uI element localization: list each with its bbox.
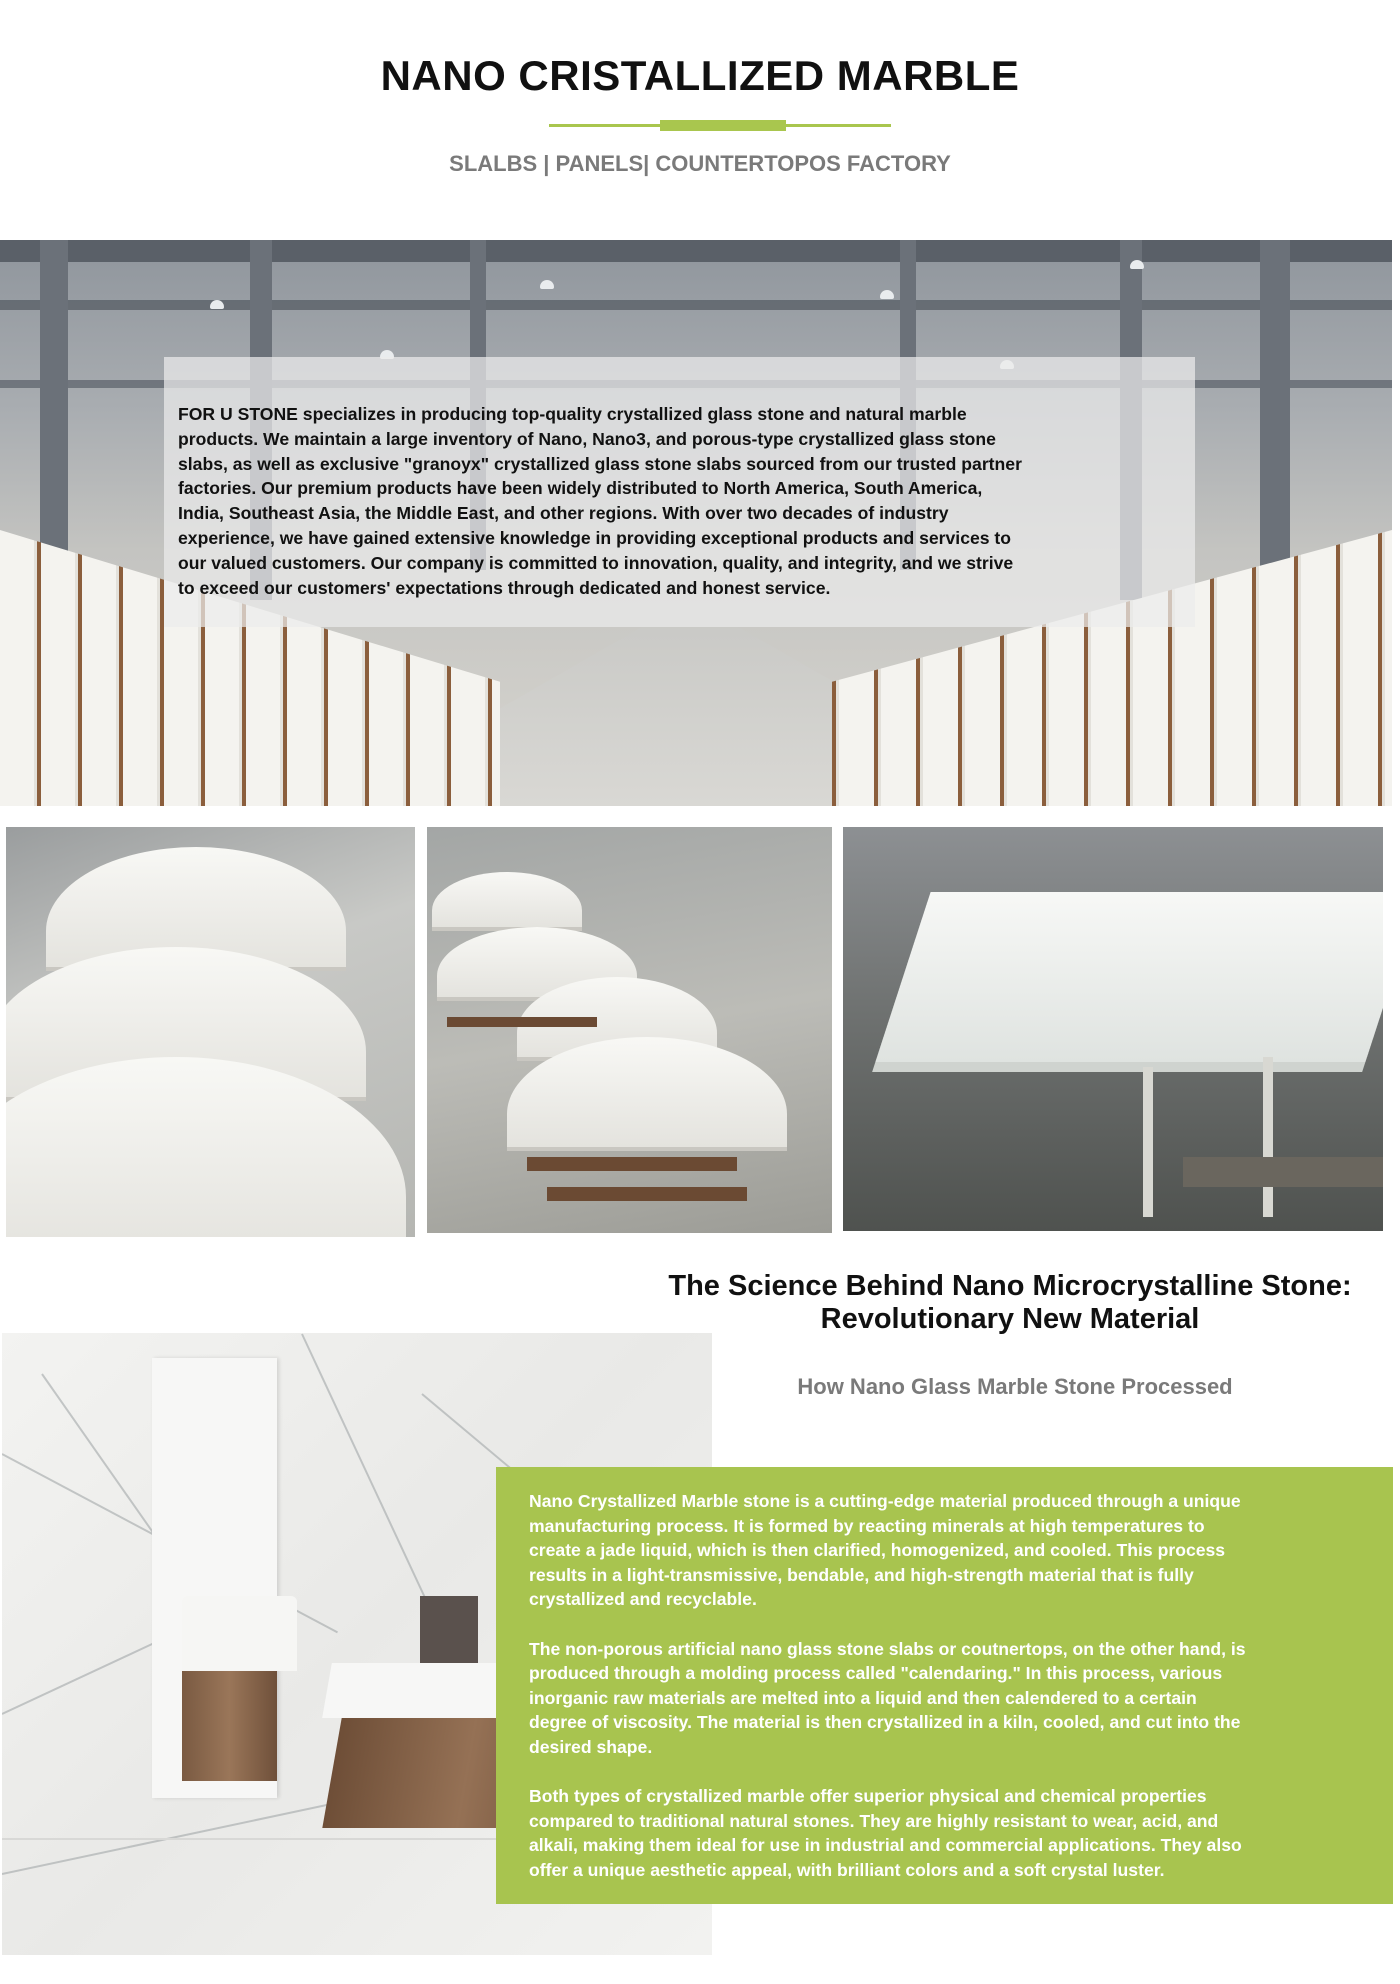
curved-slabs-on-stands-photo — [427, 827, 832, 1233]
curved-slab-polishing-photo — [6, 827, 415, 1237]
process-paragraph-1: Nano Crystallized Marble stone is a cutting-edge material produced through a unique manufacturing process. It is formed by reacting minerals at high temperatures to create a jade liquid, which is then clarified, homogenized, and cooled. This process results in a light-transmissive, bendable, and high-strength material that is fully crystallized and recyclable. — [529, 1491, 1241, 1610]
nano-countertop-on-table-photo — [843, 827, 1383, 1231]
intro-paragraph: FOR U STONE specializes in producing top-quality crystallized glass stone and natural marble products. We maintain a large inventory of Nano, Nano3, and porous-type crystallized glass stone slabs, as well as exclusive "granoyx" crystallized glass stone slabs sourced from our trusted partner factories. Our premium products have been widely distributed to North America, South America, India, Southeast Asia, the Middle East, and other regions. With over two decades of industry experience, we have gained extensive knowledge in providing exceptional products and services to our valued customers. Our company is committed to innovation, quality, and integrity, and we strive to exceed our customers' expectations through dedicated and honest service. — [178, 404, 1022, 598]
page-title: NANO CRISTALLIZED MARBLE — [380, 52, 1020, 99]
process-paragraph-2: The non-porous artificial nano glass stone slabs or coutnertops, on the other hand, is produced through a molding process called "calendaring." In this process, various inorganic raw materials are melted into a liquid and then calendered to a certain degree of viscosity. The material is then crystallized in a kiln, cooled, and cut into the desired shape. — [529, 1638, 1246, 1757]
title-divider-accent — [660, 120, 786, 131]
process-description — [529, 1489, 1379, 1907]
process-paragraph-3: Both types of crystallized marble offer superior physical and chemical properties compared to traditional natural stones. They are highly resistant to wear, acid, and alkali, making them ideal for use in industrial and commercial applications. They also offer a unique aesthetic appeal, with brilliant colors and a soft crystal luster. — [529, 1786, 1242, 1880]
page-subtitle: SLALBS | PANELS| COUNTERTOPOS FACTORY — [449, 151, 951, 176]
science-section-subtitle: How Nano Glass Marble Stone Processed — [797, 1374, 1233, 1399]
science-section-title: The Science Behind Nano Microcrystalline Stone: Revolutionary New Material — [668, 1270, 1352, 1335]
